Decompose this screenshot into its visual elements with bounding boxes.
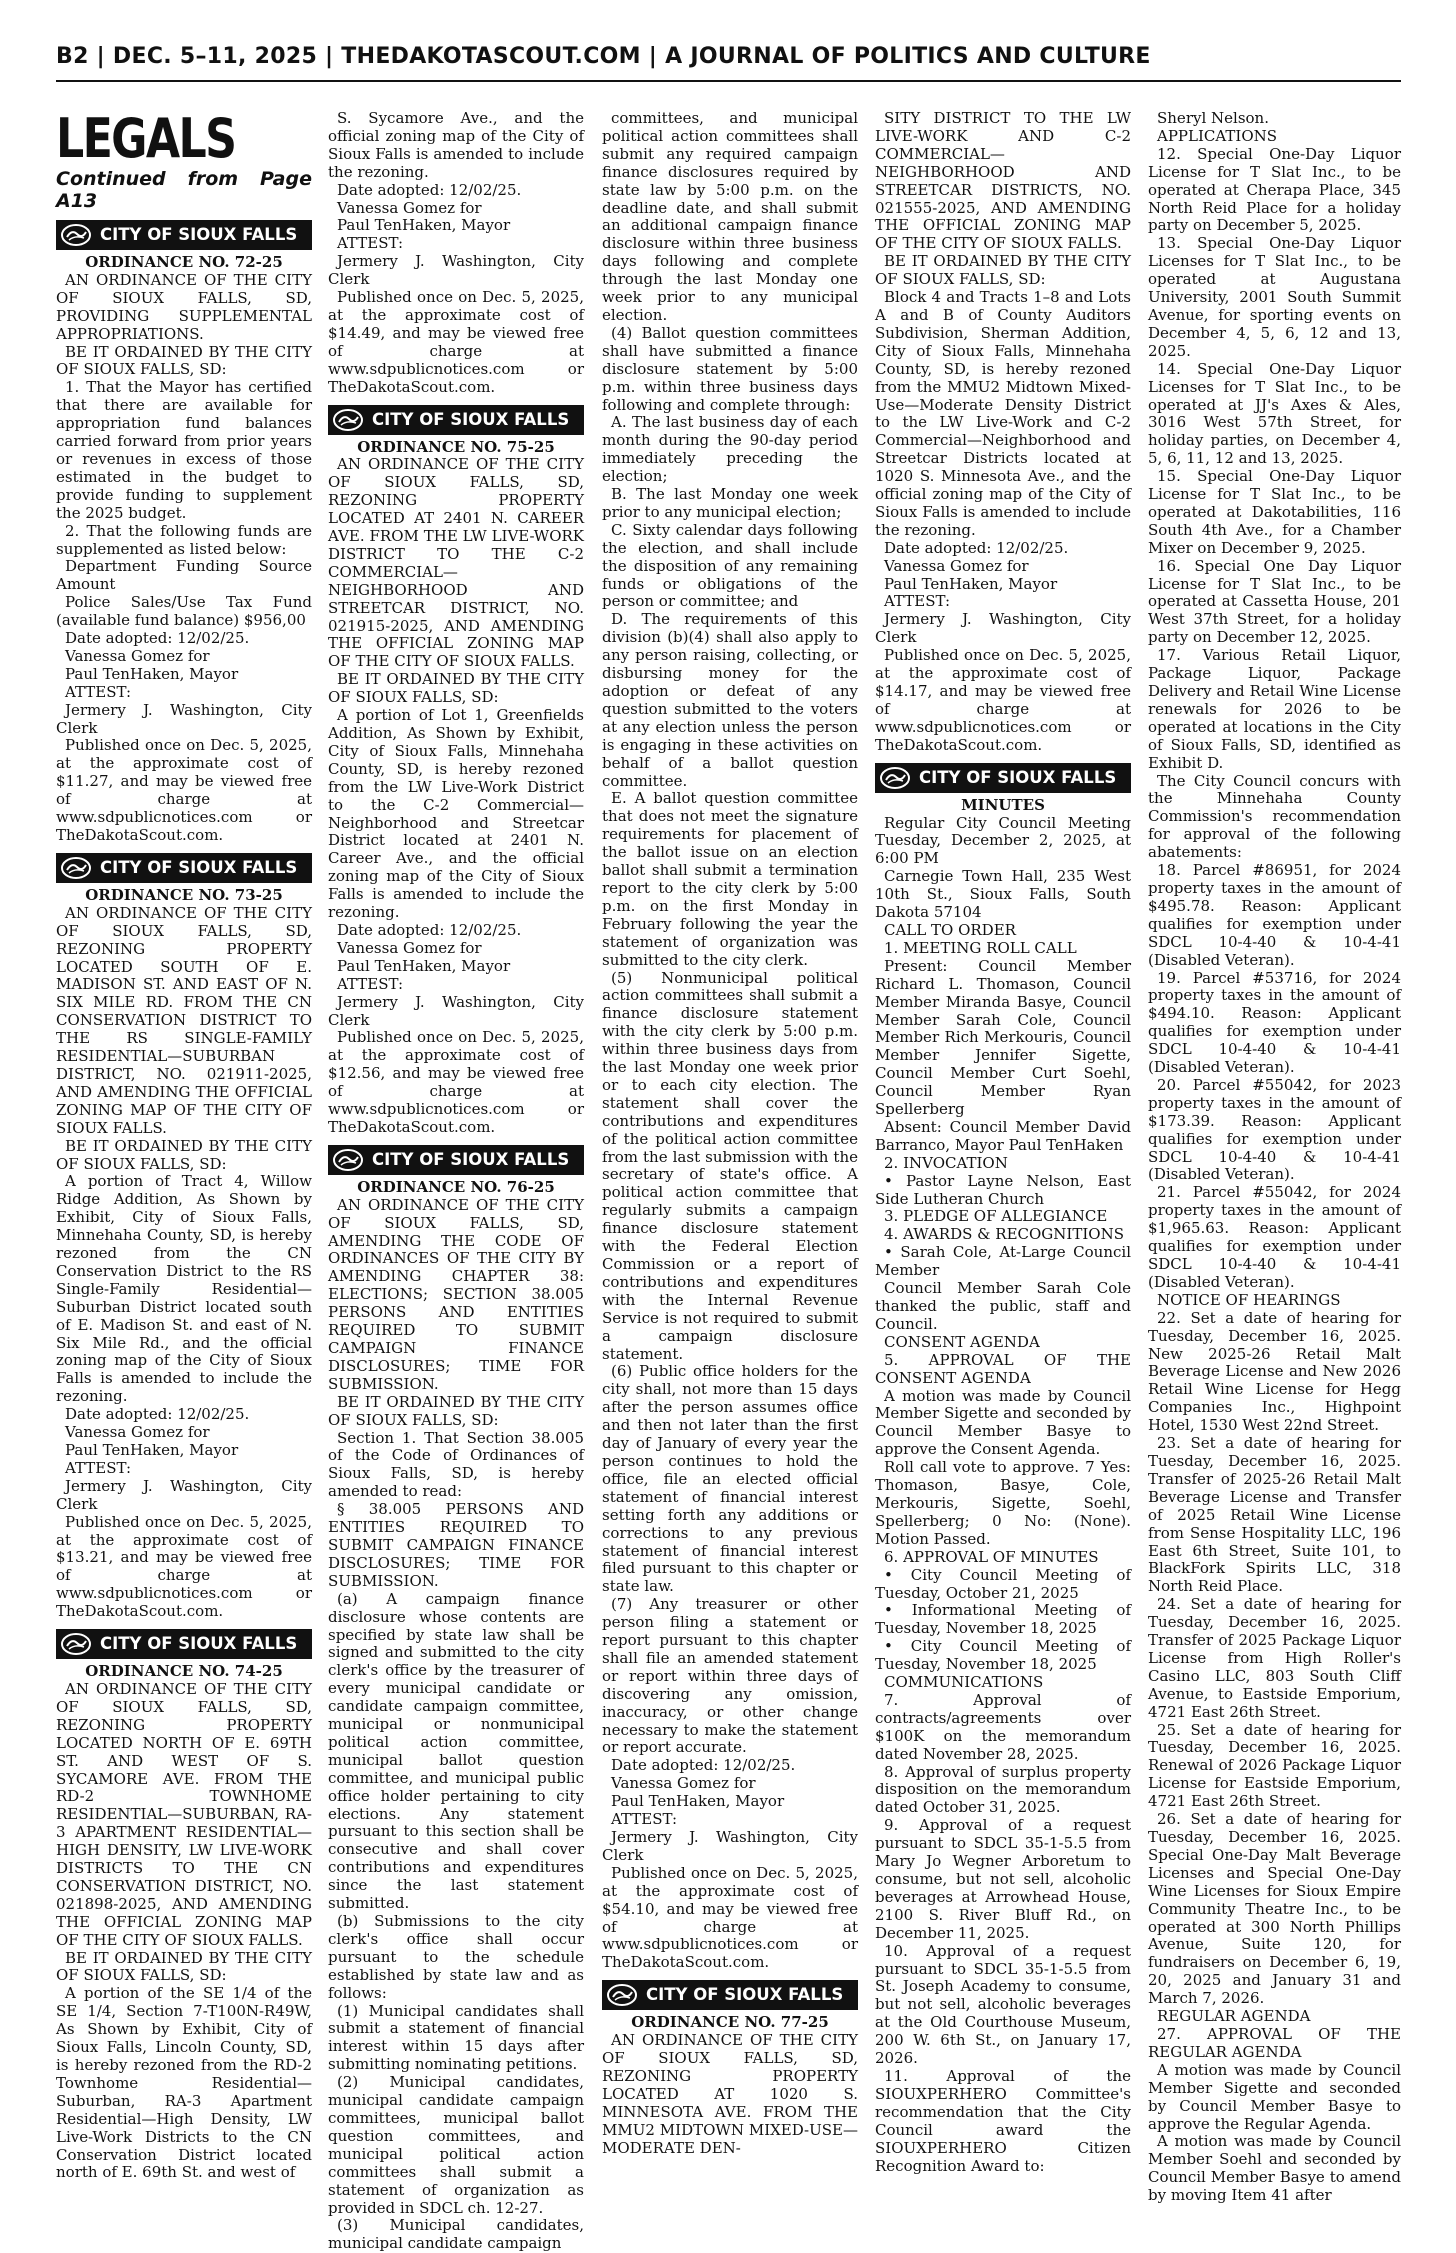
section-header-label: CITY OF SIOUX FALLS	[372, 1149, 570, 1169]
notice-paragraph: Date adopted: 12/02/25.	[611, 1756, 796, 1775]
notice-paragraph: CALL TO ORDER	[884, 920, 1016, 939]
notice-paragraph: Paul TenHaken, Mayor	[65, 664, 239, 683]
notice-paragraph: Jermery J. Washington, City Clerk	[328, 992, 584, 1029]
notice-paragraph: A motion was made by Council Member Sigette and seconded by Council Member Basye to approve the Regular Agenda.	[1148, 2060, 1401, 2133]
section-header-city-of-sioux-falls	[328, 1145, 584, 1175]
notice-paragraph: AN ORDINANCE OF THE CITY OF SIOUX FALLS, SD, REZONING PROPERTY LOCATED NORTH OF E. 69TH ST. AND WEST OF S. SYCAMORE AVE. FROM THE RD-2 TOWNHOME RESIDENTIAL—SUBURBAN, RA-3 APARTMENT RESIDENTIAL—HIGH DENSITY, LW LIVE-WORK DISTRICTS TO THE CN CONSERVATION DISTRICT, NO. 021898-2025, AND AMENDING THE OFFICIAL ZONING MAP OF THE CITY OF SIOUX FALLS.	[56, 1679, 312, 1949]
notice-paragraph: BE IT ORDAINED BY THE CITY OF SIOUX FALLS, SD:	[328, 670, 584, 707]
notice-paragraph: COMMUNICATIONS	[884, 1673, 1044, 1692]
notice-paragraph: SITY DISTRICT TO THE LW LIVE-WORK AND C-2 COMMERCIAL—NEIGHBORHOOD AND STREETCAR DISTRICTS, NO. 021555-2025, AND AMENDING THE OFFICIAL ZONING MAP OF THE CITY OF SIOUX FALLS.	[875, 109, 1131, 253]
notice-paragraph: A motion was made by Council Member Sigette and seconded by Council Member Basye to approve the Consent Agenda.	[875, 1386, 1131, 1459]
notice-paragraph: 25. Set a date of hearing for Tuesday, December 16, 2025. Renewal of 2026 Package Liquor License for Eastside Emporium, 4721 East 26th Street.	[1148, 1720, 1401, 1811]
notice-paragraph: BE IT ORDAINED BY THE CITY OF SIOUX FALLS, SD:	[56, 1948, 312, 1985]
notice-paragraph: 15. Special One-Day Liquor License for T Slat Inc., to be operated at Dakotabilities, 116 South 4th Ave., for a Chamber Mixer on December 9, 2025.	[1148, 467, 1401, 557]
notice-paragraph: Jermery J. Washington, City Clerk	[56, 700, 312, 737]
notice-paragraph: B. The last Monday one week prior to any municipal election;	[602, 485, 858, 521]
notice-paragraph: AN ORDINANCE OF THE CITY OF SIOUX FALLS, SD, PROVIDING SUPPLEMENTAL APPROPRIATIONS.	[56, 270, 312, 343]
notice-paragraph: • City Council Meeting of Tuesday, November 18, 2025	[875, 1637, 1131, 1674]
notice-paragraph: 16. Special One Day Liquor License for T Slat Inc., to be operated at Cassetta House, 201 West 37th Street, for a holiday party on December 12, 2025.	[1148, 556, 1401, 647]
notice-paragraph: Vanessa Gomez for	[65, 646, 210, 665]
notice-paragraph: 23. Set a date of hearing for Tuesday, December 16, 2025. Transfer of 2025-26 Retail Malt Beverage License and Transfer of 2025 Retail Wine License from Sense Hospitality LLC, 196 East 6th Street, Suite 101, to BlackFork Spirits LLC, 318 North Reid Place.	[1148, 1434, 1401, 1596]
section-header-city-of-sioux-falls	[56, 853, 312, 883]
column-body	[602, 110, 858, 2158]
notice-paragraph: 17. Various Retail Liquor, Package Liquor, Package Delivery and Retail Wine License renewals for 2026 to be operated at locations in the City of Sioux Falls, SD, identified as Exhibit D.	[1148, 646, 1401, 772]
section-header-city-of-sioux-falls	[56, 1629, 312, 1659]
notice-title: ORDINANCE NO. 72-25	[85, 253, 283, 271]
notice-paragraph: D. The requirements of this division (b)(4) shall also apply to any person raising, collecting, or disbursing money for the adoption or defeat of any question submitted to the voters at any election unless the person is engaging in these activities on behalf of a ballot question committee.	[602, 610, 858, 790]
notice-paragraph: Published once on Dec. 5, 2025, at the approximate cost of $54.10, and may be viewed free of charge at www.sdpublicnotices.com or TheDakotaScout.com.	[602, 1863, 858, 1972]
notice-paragraph: ATTEST:	[337, 234, 404, 253]
notice-paragraph: Present: Council Member Richard L. Thomason, Council Member Miranda Basye, Council Member Sarah Cole, Council Member Rich Merkouris, Council Member Jennifer Sigette, Council Member Curt Soehl, Council Member Ryan Spellerberg	[875, 956, 1131, 1119]
notice-paragraph: APPLICATIONS	[1157, 126, 1278, 145]
section-header-city-of-sioux-falls	[328, 405, 584, 435]
notice-paragraph: Paul TenHaken, Mayor	[884, 574, 1058, 593]
notice-paragraph: (b) Submissions to the city clerk's office shall occur pursuant to the schedule established by state law and as follows:	[328, 1912, 584, 2002]
notice-paragraph: Date adopted: 12/02/25.	[337, 180, 522, 199]
notice-paragraph: • Sarah Cole, At-Large Council Member	[875, 1243, 1131, 1280]
notice-paragraph: Section 1. That Section 38.005 of the Code of Ordinances of Sioux Falls, SD, is hereby amended to read:	[328, 1428, 584, 1501]
section-header-label: CITY OF SIOUX FALLS	[919, 767, 1117, 787]
notice-paragraph: committees, and municipal political action committees shall submit any required campaign finance disclosures required by state law by 5:00 p.m. on the deadline date, and shall submit an additional campaign finance disclosure within three business days following and complete through the last Monday one week prior to any municipal election.	[602, 109, 858, 324]
column-4	[875, 109, 1131, 2175]
notice-paragraph: 24. Set a date of hearing for Tuesday, December 16, 2025. Transfer of 2025 Package Liquor License from High Roller's Casino LLC, 803 South Cliff Avenue, to Eastside Emporium, 4721 East 26th Street.	[1148, 1595, 1401, 1721]
section-header-label: CITY OF SIOUX FALLS	[100, 225, 298, 244]
notice-paragraph: REGULAR AGENDA	[1157, 2007, 1311, 2026]
notice-paragraph: BE IT ORDAINED BY THE CITY OF SIOUX FALLS, SD:	[56, 1136, 312, 1173]
notice-paragraph: C. Sixty calendar days following the election, and shall include the disposition of any remaining funds or obligations of the person or committee; and	[602, 520, 858, 611]
notice-paragraph: (1) Municipal candidates shall submit a statement of financial interest within 15 days after submitting nominating petitions.	[328, 2001, 584, 2074]
notice-paragraph: ATTEST:	[337, 974, 404, 993]
section-header-city-of-sioux-falls	[602, 1980, 858, 2010]
section-header-label: CITY OF SIOUX FALLS	[100, 857, 298, 877]
notice-paragraph: Regular City Council Meeting Tuesday, December 2, 2025, at 6:00 PM	[875, 813, 1131, 868]
notice-paragraph: Vanessa Gomez for	[884, 556, 1029, 575]
notice-paragraph: A portion of the SE 1/4 of the SE 1/4, Section 7-T100N-R49W, As Shown by Exhibit, City of Sioux Falls, Lincoln County, SD, is hereby rezoned from the RD-2 Townhome Residential—Suburban, RA-3 Apartment Residential—High Density, LW Live-Work Districts to the CN Conservation District located north of E. 69th St. and west of	[56, 1984, 312, 2182]
masthead: B2 | DEC. 5–11, 2025 | THEDAKOTASCOUT.COM | A JOURNAL OF POLITICS AND CULTURE	[56, 44, 1151, 69]
notice-paragraph: Jermery J. Washington, City Clerk	[875, 610, 1131, 647]
notice-paragraph: 7. Approval of contracts/agreements over $100K on the memorandum dated November 28, 2025.	[875, 1690, 1131, 1763]
notice-paragraph: 10. Approval of a request pursuant to SDCL 35-1-5.5 from St. Joseph Academy to consume, but not sell, alcoholic beverages at the Old Courthouse Museum, 200 W. 6th St., on January 17, 2026.	[875, 1941, 1131, 2068]
notice-paragraph: 13. Special One-Day Liquor Licenses for T Slat Inc., to be operated at Augustana University, 2001 South Summit Avenue, for sporting events on December 4, 5, 6, 12 and 13, 2025.	[1148, 234, 1401, 360]
notice-paragraph: Published once on Dec. 5, 2025, at the approximate cost of $14.17, and may be viewed free of charge at www.sdpublicnotices.com or TheDakotaScout.com.	[875, 646, 1131, 754]
notice-paragraph: BE IT ORDAINED BY THE CITY OF SIOUX FALLS, SD:	[328, 1392, 584, 1429]
notice-paragraph: CONSENT AGENDA	[884, 1332, 1040, 1351]
notice-paragraph: 22. Set a date of hearing for Tuesday, December 16, 2025. New 2025-26 Retail Malt Beverage License and New 2026 Retail Wine License for Hegg Companies Inc., Highpoint Hotel, 1530 West 22nd Street.	[1148, 1308, 1401, 1435]
notice-paragraph: Council Member Sarah Cole thanked the public, staff and Council.	[875, 1279, 1131, 1333]
notice-paragraph: Date adopted: 12/02/25.	[65, 1405, 250, 1424]
section-header-label: CITY OF SIOUX FALLS	[646, 1985, 844, 2005]
notice-paragraph: Vanessa Gomez for	[611, 1774, 756, 1793]
notice-title: MINUTES	[961, 795, 1045, 814]
section-title: LEGALS	[56, 107, 236, 170]
notice-title: ORDINANCE NO. 77-25	[631, 2013, 829, 2032]
notice-paragraph: 8. Approval of surplus property disposition on the memorandum dated October 31, 2025.	[875, 1762, 1131, 1817]
column-body	[56, 220, 312, 2182]
notice-paragraph: 2. That the following funds are supplemented as listed below:	[56, 521, 312, 558]
notice-paragraph: Vanessa Gomez for	[65, 1423, 210, 1442]
notice-paragraph: (6) Public office holders for the city shall, not more than 15 days after the person assumes office and then not later than the first day of January of every year the person continues to hold the office, file an elected official statement of financial interest setting forth any additions or corrections to any previous statement of financial interest filed pursuant to this chapter or state law.	[602, 1362, 858, 1596]
notice-paragraph: Jermery J. Washington, City Clerk	[602, 1828, 858, 1864]
notice-paragraph: 14. Special One-Day Liquor Licenses for T Slat Inc., to be operated at JJ's Axes & Ales, 3016 West 57th Street, for holiday parties, on December 4, 5, 6, 11, 12 and 13, 2025.	[1148, 359, 1401, 468]
notice-paragraph: 18. Parcel #86951, for 2024 property taxes in the amount of $495.78. Reason: Applicant qualifies for exemption under SDCL 10-4-40 & 10-4-41 (Disabled Veteran).	[1148, 861, 1401, 969]
notice-paragraph: § 38.005 PERSONS AND ENTITIES REQUIRED TO SUBMIT CAMPAIGN FINANCE DISCLOSURES; TIME FOR SUBMISSION.	[328, 1500, 584, 1590]
notice-paragraph: ATTEST:	[884, 592, 951, 611]
notice-paragraph: S. Sycamore Ave., and the official zoning map of the City of Sioux Falls is amended to include the rezoning.	[328, 109, 584, 181]
notice-paragraph: • City Council Meeting of Tuesday, October 21, 2025	[875, 1565, 1131, 1602]
notice-paragraph: BE IT ORDAINED BY THE CITY OF SIOUX FALLS, SD:	[875, 252, 1131, 289]
notice-paragraph: Vanessa Gomez for	[337, 938, 482, 957]
column-3	[602, 109, 858, 2157]
notice-paragraph: 11. Approval of the SIOUXPERHERO Committee's recommendation that the City Council award the SIOUXPERHERO Citizen Recognition Award to:	[875, 2066, 1131, 2175]
notice-paragraph: • Informational Meeting of Tuesday, November 18, 2025	[875, 1601, 1131, 1638]
notice-paragraph: (3) Municipal candidates, municipal candidate campaign	[328, 2216, 584, 2253]
notice-paragraph: Date adopted: 12/02/25.	[884, 538, 1069, 557]
notice-paragraph: Published once on Dec. 5, 2025, at the approximate cost of $12.56, and may be viewed free of charge at www.sdpublicnotices.com or TheDakotaScout.com.	[328, 1028, 584, 1136]
notice-paragraph: Absent: Council Member David Barranco, Mayor Paul TenHaken	[875, 1117, 1131, 1154]
column-1	[56, 107, 312, 2182]
masthead-rule	[56, 80, 1401, 82]
notice-paragraph: (2) Municipal candidates, municipal candidate campaign committees, municipal ballot question committees, and municipal political action committees shall submit a statement of organization as provided in SDCL ch. 12-27.	[328, 2073, 584, 2217]
column-5	[1148, 109, 1401, 2205]
notice-paragraph: Jermery J. Washington, City Clerk	[56, 1476, 312, 1513]
notice-paragraph: A portion of Lot 1, Greenfields Addition, As Shown by Exhibit, City of Sioux Falls, Minnehaha County, SD, is hereby rezoned from the LW Live-Work District to the C-2 Commercial—Neighborhood and Streetcar District located at 2401 N. Career Ave., and the official zoning map of the City of Sioux Falls is amended to include the rezoning.	[328, 706, 584, 922]
section-header-label: CITY OF SIOUX FALLS	[100, 1634, 298, 1654]
city-seal-logo-icon	[332, 1148, 364, 1172]
city-seal-logo-icon	[606, 1983, 638, 2007]
city-seal-logo-icon	[879, 766, 911, 790]
notice-title: ORDINANCE NO. 75-25	[357, 437, 555, 456]
notice-paragraph: (4) Ballot question committees shall have submitted a finance disclosure statement by 5:00 p.m. within three business days following and complete through:	[602, 323, 858, 414]
notice-paragraph: (a) A campaign finance disclosure whose contents are specified by state law shall be signed and submitted to the city clerk's office by the treasurer of every municipal candidate or candidate campaign committee, municipal or nonmunicipal political action committee, municipal ballot question committee, and municipal public office holder pertaining to city elections. Any statement pursuant to this section shall be consecutive and shall cover contributions and expenditures since the last statement submitted.	[328, 1589, 584, 1913]
notice-paragraph: NOTICE OF HEARINGS	[1157, 1290, 1341, 1309]
notice-paragraph: 19. Parcel #53716, for 2024 property taxes in the amount of $494.10. Reason: Applicant qualifies for exemption under SDCL 10-4-40 & 10-4-41 (Disabled Veteran).	[1148, 968, 1401, 1077]
notice-paragraph: ATTEST:	[65, 1458, 132, 1477]
notice-paragraph: Paul TenHaken, Mayor	[337, 216, 511, 235]
city-seal-logo-icon	[60, 1632, 92, 1656]
notice-paragraph: A portion of Tract 4, Willow Ridge Addition, As Shown by Exhibit, City of Sioux Falls, Minnehaha County, SD, is hereby rezoned from the CN Conservation District to the RS Single-Family Residential—Suburban District located south of E. Madison St. and east of N. Six Mile Rd., and the official zoning map of the City of Sioux Falls is amended to include the rezoning.	[56, 1172, 312, 1406]
notice-paragraph: A. The last business day of each month during the 90-day period immediately preceding the election;	[602, 413, 858, 486]
notice-paragraph: Department Funding Source Amount	[56, 557, 312, 594]
notice-paragraph: 3. PLEDGE OF ALLEGIANCE	[884, 1207, 1108, 1226]
notice-paragraph: Jermery J. Washington, City Clerk	[328, 252, 584, 289]
notice-paragraph: AN ORDINANCE OF THE CITY OF SIOUX FALLS, SD, REZONING PROPERTY LOCATED AT 2401 N. CAREER AVE. FROM THE LW LIVE-WORK DISTRICT TO THE C-2 COMMERCIAL—NEIGHBORHOOD AND STREETCAR DISTRICT, NO. 021915-2025, AND AMENDING THE OFFICIAL ZONING MAP OF THE CITY OF SIOUX FALLS.	[328, 455, 584, 671]
notice-paragraph: 4. AWARDS & RECOGNITIONS	[884, 1225, 1124, 1244]
notice-paragraph: Published once on Dec. 5, 2025, at the approximate cost of $13.21, and may be viewed free of charge at www.sdpublicnotices.com or TheDakotaScout.com.	[56, 1512, 312, 1621]
notice-paragraph: ATTEST:	[611, 1810, 678, 1829]
notice-paragraph: Sheryl Nelson.	[1157, 109, 1269, 127]
notice-paragraph: The City Council concurs with the Minnehaha County Commission's recommendation for approval of the following abatements:	[1148, 771, 1401, 862]
notice-paragraph: Paul TenHaken, Mayor	[65, 1441, 239, 1459]
notice-paragraph: Date adopted: 12/02/25.	[65, 629, 250, 648]
notice-paragraph: 20. Parcel #55042, for 2023 property taxes in the amount of $173.39. Reason: Applicant qualifies for exemption under SDCL 10-4-40 & 10-4-41 (Disabled Veteran).	[1148, 1075, 1401, 1184]
section-header-city-of-sioux-falls	[875, 763, 1131, 793]
notice-paragraph: 1. MEETING ROLL CALL	[884, 938, 1077, 957]
notice-paragraph: Block 4 and Tracts 1–8 and Lots A and B of County Auditors Subdivision, Sherman Addition, City of Sioux Falls, Minnehaha County, SD, is hereby rezoned from the MMU2 Midtown Mixed-Use—Moderate Density District to the LW Live-Work and C-2 Commercial—Neighborhood and Streetcar Districts located at 1020 S. Minnesota Ave., and the official zoning map of the City of Sioux Falls is amended to include the rezoning.	[875, 288, 1131, 539]
column-2	[328, 109, 584, 2253]
notice-paragraph: Date adopted: 12/02/25.	[337, 920, 522, 939]
column-body	[875, 110, 1131, 2175]
notice-paragraph: AN ORDINANCE OF THE CITY OF SIOUX FALLS, SD, REZONING PROPERTY LOCATED AT 1020 S. MINNESOTA AVE. FROM THE MMU2 MIDTOWN MIXED-USE—MODERATE DEN-	[602, 2031, 858, 2157]
notice-paragraph: A motion was made by Council Member Soehl and seconded by Council Member Basye to amend by moving Item 41 after	[1148, 2132, 1401, 2205]
notice-paragraph: Published once on Dec. 5, 2025, at the approximate cost of $14.49, and may be viewed free of charge at www.sdpublicnotices.com or TheDakotaScout.com.	[328, 288, 584, 396]
notice-paragraph: 26. Set a date of hearing for Tuesday, December 16, 2025. Special One-Day Malt Beverage Licenses and Special One-Day Wine Licenses for Sioux Empire Community Theatre Inc., to be operated at 300 North Phillips Avenue, Suite 120, for fundraisers on December 6, 19, 20, 2025 and January 31 and March 7, 2026.	[1148, 1810, 1401, 2008]
notice-paragraph: 2. INVOCATION	[884, 1153, 1008, 1172]
notice-paragraph: 6. APPROVAL OF MINUTES	[884, 1547, 1099, 1566]
section-header-city-of-sioux-falls	[56, 220, 312, 250]
notice-paragraph: 9. Approval of a request pursuant to SDCL 35-1-5.5 from Mary Jo Wegner Arboretum to consume, but not sell, alcoholic beverages at Arrowhead House, 2100 S. River Bluff Rd., on December 11, 2025.	[875, 1816, 1131, 1942]
notice-paragraph: ATTEST:	[65, 682, 132, 701]
city-seal-logo-icon	[60, 856, 92, 880]
notice-title: ORDINANCE NO. 74-25	[85, 1662, 283, 1681]
column-body	[1148, 110, 1401, 2205]
notice-paragraph: 21. Parcel #55042, for 2024 property taxes in the amount of $1,965.63. Reason: Applicant qualifies for exemption under SDCL 10-4-40 & 10-4-41 (Disabled Veteran).	[1148, 1183, 1401, 1291]
notice-paragraph: Police Sales/Use Tax Fund (available fund balance) $956,00	[56, 593, 312, 630]
notice-paragraph: Roll call vote to approve. 7 Yes: Thomason, Basye, Cole, Merkouris, Sigette, Soehl, Spellerberg; 0 No: (None). Motion Passed.	[875, 1458, 1131, 1548]
section-header-label: CITY OF SIOUX FALLS	[372, 409, 570, 429]
column-body	[328, 110, 584, 2253]
notice-paragraph: 27. APPROVAL OF THE REGULAR AGENDA	[1148, 2024, 1401, 2061]
notice-paragraph: 5. APPROVAL OF THE CONSENT AGENDA	[875, 1350, 1131, 1387]
notice-paragraph: • Pastor Layne Nelson, East Side Lutheran Church	[875, 1171, 1131, 1208]
notice-paragraph: Paul TenHaken, Mayor	[337, 956, 511, 975]
section-subtitle: Continued from Page A13	[56, 168, 312, 212]
notice-paragraph: Carnegie Town Hall, 235 West 10th St., Sioux Falls, South Dakota 57104	[875, 867, 1131, 922]
notice-paragraph: Paul TenHaken, Mayor	[611, 1792, 785, 1811]
notice-title: ORDINANCE NO. 76-25	[357, 1177, 555, 1196]
notice-paragraph: 1. That the Mayor has certified that there are available for appropriation fund balances carried forward from prior years or revenues in excess of those estimated in the budget to provide funding to supplement the 2025 budget.	[56, 378, 312, 522]
notice-title: ORDINANCE NO. 73-25	[85, 885, 283, 904]
city-seal-logo-icon	[332, 408, 364, 432]
notice-paragraph: AN ORDINANCE OF THE CITY OF SIOUX FALLS, SD, REZONING PROPERTY LOCATED SOUTH OF E. MADISON ST. AND EAST OF N. SIX MILE RD. FROM THE CN CONSERVATION DISTRICT TO THE RS SINGLE-FAMILY RESIDENTIAL—SUBURBAN DISTRICT, NO. 021911-2025, AND AMENDING THE OFFICIAL ZONING MAP OF THE CITY OF SIOUX FALLS.	[56, 903, 312, 1137]
notice-paragraph: 12. Special One-Day Liquor License for T Slat Inc., to be operated at Cherapa Place, 345 North Reid Place for a holiday party on December 5, 2025.	[1148, 144, 1401, 235]
notice-paragraph: AN ORDINANCE OF THE CITY OF SIOUX FALLS, SD, AMENDING THE CODE OF ORDINANCES OF THE CITY BY AMENDING CHAPTER 38: ELECTIONS; SECTION 38.005 PERSONS AND ENTITIES REQUIRED TO SUBMIT CAMPAIGN FINANCE DISCLOSURES; TIME FOR SUBMISSION.	[328, 1195, 584, 1393]
city-seal-logo-icon	[60, 223, 92, 247]
notice-paragraph: BE IT ORDAINED BY THE CITY OF SIOUX FALLS, SD:	[56, 342, 312, 379]
notice-paragraph: Published once on Dec. 5, 2025, at the approximate cost of $11.27, and may be viewed free of charge at www.sdpublicnotices.com or TheDakotaScout.com.	[56, 736, 312, 844]
notice-paragraph: (5) Nonmunicipal political action committees shall submit a finance disclosure statement with the city clerk by 5:00 p.m. within three business days from the last Monday one week prior or to each city election. The statement shall cover the contributions and expenditures of the political action committee from the last submission with the secretary of state's office. A political action committee that regularly submits a campaign finance disclosure statement with the Federal Election Commission or a report of contributions and expenditures with the Internal Revenue Service is not required to submit a campaign disclosure statement.	[602, 968, 858, 1363]
notice-paragraph: (7) Any treasurer or other person filing a statement or report pursuant to this chapter shall file an amended statement or report within three days of discovering any omission, inaccuracy, or other change necessary to make the statement or report accurate.	[602, 1595, 858, 1757]
notice-paragraph: E. A ballot question committee that does not meet the signature requirements for placement of the ballot issue on an election ballot shall submit a termination report to the city clerk by 5:00 p.m. on the first Monday in February following the year the statement of organization was submitted to the city clerk.	[602, 789, 858, 969]
notice-paragraph: Vanessa Gomez for	[337, 198, 482, 217]
